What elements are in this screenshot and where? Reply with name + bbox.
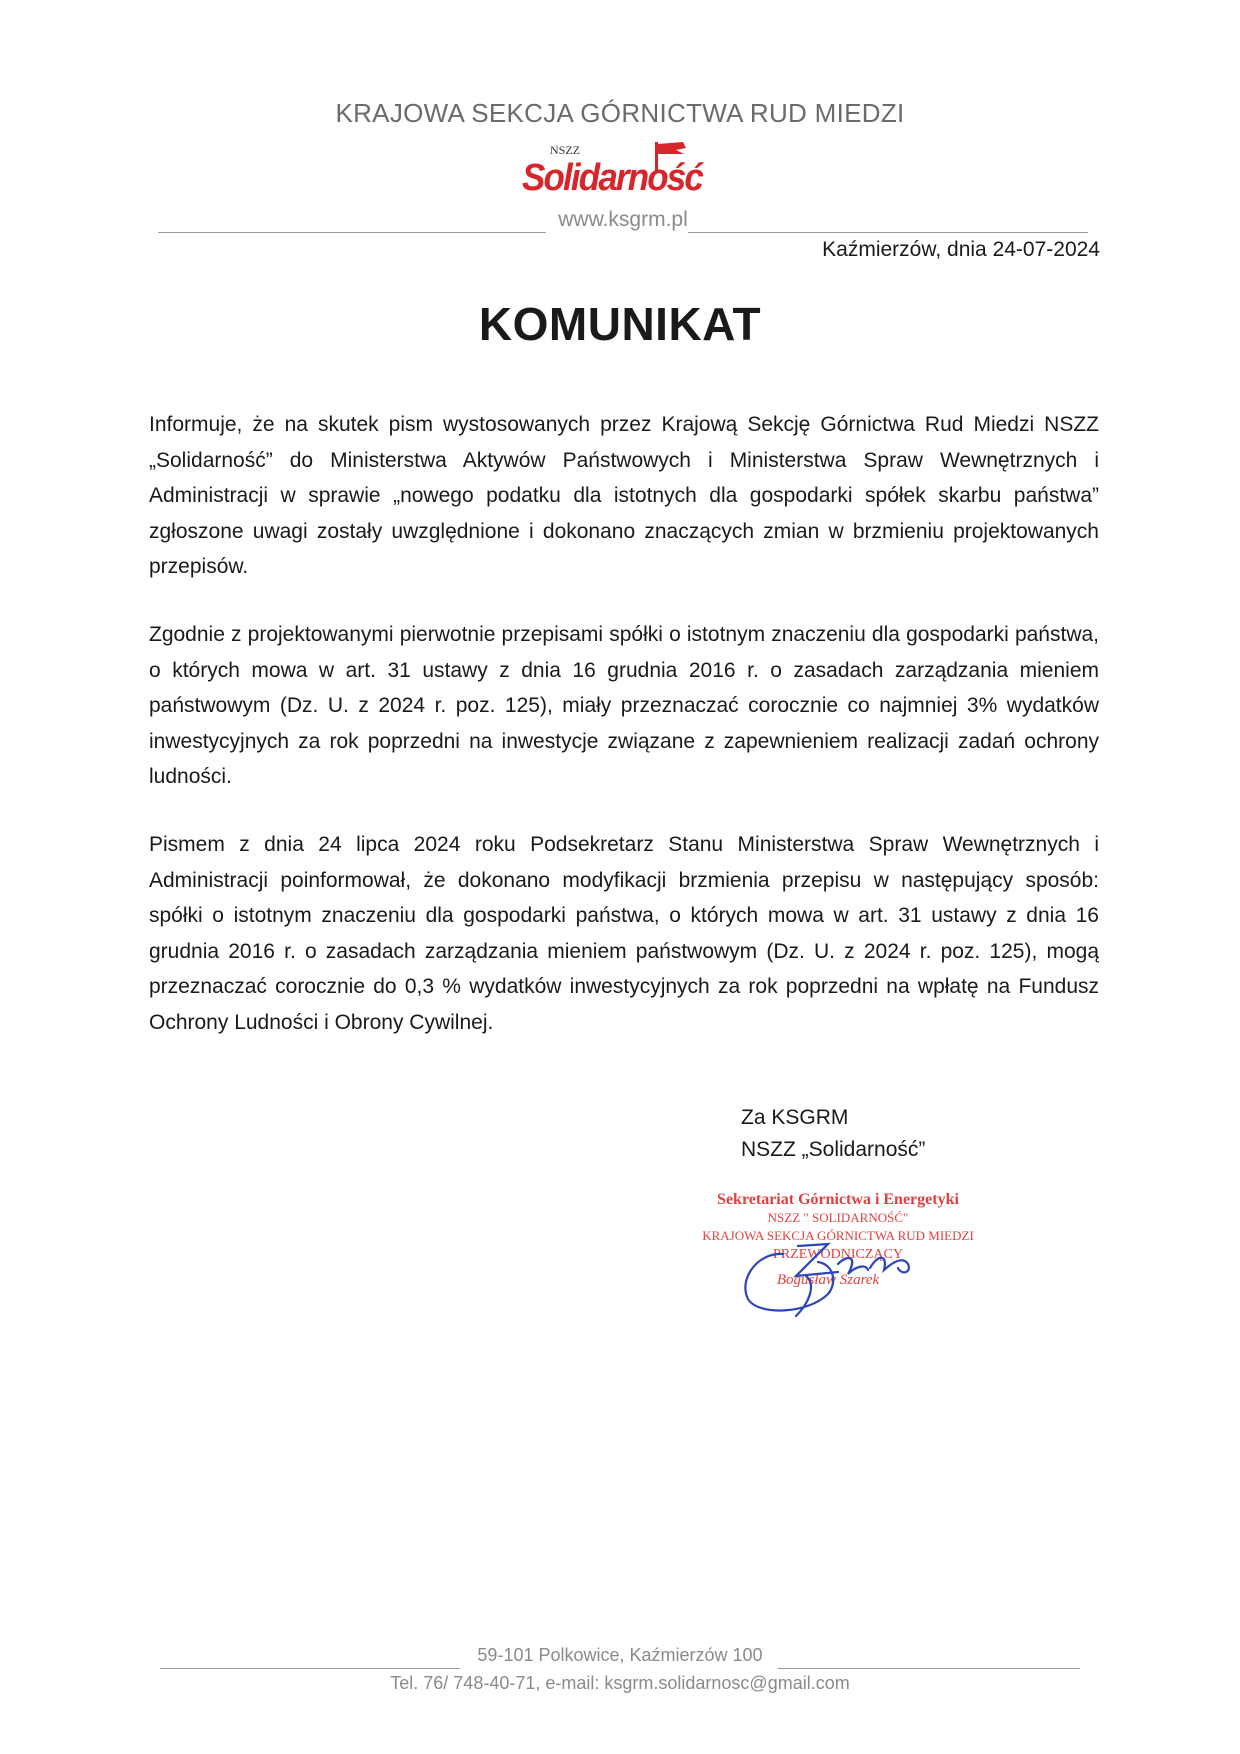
signature-line-2: NSZZ „Solidarność”	[741, 1138, 926, 1161]
stamp-line-4: PRZEWODNICZĄCY	[773, 1247, 903, 1262]
stamp-line-1: Sekretariat Górnictwa i Energetyki	[717, 1191, 959, 1208]
website-link[interactable]: www.ksgrm.pl	[558, 208, 688, 231]
paragraph-2: Zgodnie z projektowanymi pierwotnie przepisami spółki o istotnym znaczeniu dla gospodarki państwa, o których mowa w art. 31 ustawy z dnia 16 grudnia 2016 r. o zasadach zarządzania mieniem państwowym (Dz. U. z 2024 r. poz. 125), miały przeznaczać corocznie co najmniej 3% wydatków inwestycyjnych za rok poprzedni na inwestycje związane z zapewnieniem realizacji zadań ochrony ludności.	[149, 623, 1099, 788]
footer-address-row	[160, 1645, 1080, 1673]
logo-solidarnosc-text: Solidarność	[522, 157, 705, 199]
stamp-line-5: Bogusław Szarek	[776, 1272, 880, 1288]
solidarnosc-logo	[508, 140, 718, 202]
official-stamp	[688, 1184, 988, 1324]
divider-left	[158, 232, 546, 233]
signature-line-1: Za KSGRM	[741, 1106, 849, 1129]
footer-divider-right	[778, 1668, 1080, 1669]
paragraph-1: Informuje, że na skutek pism wystosowanych przez Krajową Sekcję Górnictwa Rud Miedzi NSZZ „Solidarność” do Ministerstwa Aktywów Państwowych i Ministerstwa Spraw Wewnętrznych i Administracji w sprawie „nowego podatku dla istotnych dla gospodarki spółek skarbu państwa” zgłoszone uwagi zostały uwzględnione i dokonano znaczących zmian w brzmieniu projektowanych przepisów.	[149, 413, 1099, 578]
footer-address: 59-101 Polkowice, Kaźmierzów 100	[469, 1645, 770, 1665]
document-title: KOMUNIKAT	[478, 298, 762, 350]
logo-nszz-text: NSZZ	[550, 143, 580, 157]
stamp-line-2: NSZZ " SOLIDARNOŚĆ"	[767, 1210, 909, 1225]
signature-block	[741, 1102, 925, 1166]
website-row	[158, 208, 1088, 236]
organization-name: KRAJOWA SEKCJA GÓRNICTWA RUD MIEDZI	[335, 98, 905, 128]
date-line: Kaźmierzów, dnia 24-07-2024	[822, 238, 1100, 261]
divider-right	[688, 232, 1088, 233]
footer-contact: Tel. 76/ 748-40-71, e-mail: ksgrm.solidarnosc@gmail.com	[390, 1673, 850, 1693]
paragraph-3: Pismem z dnia 24 lipca 2024 roku Podsekretarz Stanu Ministerstwa Spraw Wewnętrznych i Administracji poinformował, że dokonano modyfikacji brzmienia przepisu w następujący sposób: spółki o istotnym znaczeniu dla gospodarki państwa, o których mowa w art. 31 ustawy z dnia 16 grudnia 2016 r. o zasadach zarządzania mieniem państwowym (Dz. U. z 2024 r. poz. 125), mogą przeznaczać corocznie do 0,3 % wydatków inwestycyjnych za rok poprzedni na wpłatę na Fundusz Ochrony Ludności i Obrony Cywilnej.	[149, 833, 1099, 1034]
footer-divider-left	[160, 1668, 460, 1669]
stamp-line-3: KRAJOWA SEKCJA GÓRNICTWA RUD MIEDZI	[702, 1228, 974, 1243]
